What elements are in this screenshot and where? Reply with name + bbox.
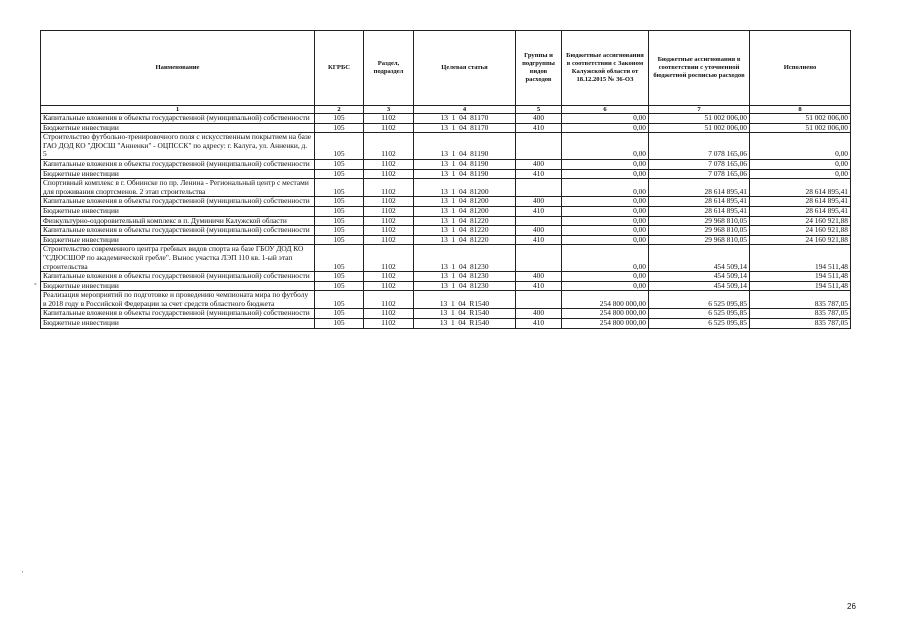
row-target: 13 1 04 81220 (414, 226, 516, 236)
table-row (41, 197, 851, 207)
column-number: 1 (41, 106, 315, 114)
table-row (41, 281, 851, 291)
row-target: 13 1 04 R1540 (414, 291, 516, 309)
row-kgrbs: 105 (315, 291, 364, 309)
row-kgrbs: 105 (315, 197, 364, 207)
row-executed: 0,00 (750, 169, 851, 179)
row-name: Бюджетные инвестиции (41, 206, 315, 216)
row-name: Физкультурно-оздоровительный комплекс в п. Думиничи Калужской области (41, 216, 315, 226)
row-section: 1102 (364, 319, 414, 329)
row-section: 1102 (364, 159, 414, 169)
table-row (41, 226, 851, 236)
row-kgrbs: 105 (315, 169, 364, 179)
row-section: 1102 (364, 235, 414, 245)
table-row (41, 123, 851, 133)
row-group (516, 291, 562, 309)
row-kgrbs: 105 (315, 235, 364, 245)
column-number: 6 (562, 106, 649, 114)
row-law: 0,00 (562, 206, 649, 216)
header-groups: Группы и подгруппы видов расходов (516, 31, 562, 106)
table-row (41, 272, 851, 282)
row-kgrbs: 105 (315, 281, 364, 291)
row-law: 0,00 (562, 272, 649, 282)
row-group: 410 (516, 169, 562, 179)
table-row (41, 309, 851, 319)
table-row (41, 169, 851, 179)
row-kgrbs: 105 (315, 216, 364, 226)
row-name: Бюджетные инвестиции (41, 235, 315, 245)
page-number: 26 (847, 602, 856, 611)
row-section: 1102 (364, 216, 414, 226)
row-name: Бюджетные инвестиции (41, 123, 315, 133)
row-group: 400 (516, 114, 562, 124)
row-kgrbs: 105 (315, 309, 364, 319)
row-refined: 454 509,14 (649, 281, 750, 291)
row-kgrbs: 105 (315, 123, 364, 133)
row-target: 13 1 04 81170 (414, 123, 516, 133)
row-executed: 24 160 921,88 (750, 216, 851, 226)
row-group: 400 (516, 272, 562, 282)
row-law: 0,00 (562, 114, 649, 124)
row-executed: 194 511,48 (750, 245, 851, 272)
row-name: Капитальные вложения в объекты государственной (муниципальной) собственности (41, 197, 315, 207)
table-body (41, 114, 851, 329)
row-executed: 24 160 921,88 (750, 235, 851, 245)
row-target: 13 1 04 81190 (414, 169, 516, 179)
row-target: 13 1 04 R1540 (414, 319, 516, 329)
row-kgrbs: 105 (315, 179, 364, 197)
row-executed: 28 614 895,41 (750, 179, 851, 197)
row-law: 0,00 (562, 216, 649, 226)
row-law: 254 800 000,00 (562, 319, 649, 329)
row-name: Капитальные вложения в объекты государственной (муниципальной) собственности (41, 272, 315, 282)
row-target: 13 1 04 81200 (414, 197, 516, 207)
row-section: 1102 (364, 206, 414, 216)
row-executed: 28 614 895,41 (750, 206, 851, 216)
row-executed: 835 787,05 (750, 291, 851, 309)
row-name: Капитальные вложения в объекты государственной (муниципальной) собственности (41, 226, 315, 236)
row-executed: 51 002 006,00 (750, 114, 851, 124)
row-target: 13 1 04 81200 (414, 206, 516, 216)
row-law: 0,00 (562, 169, 649, 179)
row-name: Реализация мероприятий по подготовке и проведению чемпионата мира по футболу в 2018 году в Российской Федерации за счет средств областного бюджета (41, 291, 315, 309)
row-law: 0,00 (562, 133, 649, 160)
row-executed: 194 511,48 (750, 281, 851, 291)
row-law: 254 800 000,00 (562, 309, 649, 319)
column-number: 7 (649, 106, 750, 114)
table-row (41, 133, 851, 160)
row-name: Капитальные вложения в объекты государственной (муниципальной) собственности (41, 309, 315, 319)
table-row (41, 179, 851, 197)
row-section: 1102 (364, 197, 414, 207)
row-section: 1102 (364, 272, 414, 282)
row-refined: 29 968 810,05 (649, 216, 750, 226)
row-refined: 7 078 165,06 (649, 159, 750, 169)
row-law: 0,00 (562, 159, 649, 169)
row-group (516, 133, 562, 160)
row-refined: 29 968 810,05 (649, 235, 750, 245)
row-kgrbs: 105 (315, 245, 364, 272)
row-target: 13 1 04 81230 (414, 245, 516, 272)
row-target: 13 1 04 81220 (414, 216, 516, 226)
column-number: 4 (414, 106, 516, 114)
row-group: 410 (516, 206, 562, 216)
margin-mark: ' (22, 571, 24, 578)
header-executed: Исполнено (750, 31, 851, 106)
row-kgrbs: 105 (315, 159, 364, 169)
row-kgrbs: 105 (315, 319, 364, 329)
row-section: 1102 (364, 179, 414, 197)
row-kgrbs: 105 (315, 206, 364, 216)
row-refined: 51 002 006,00 (649, 114, 750, 124)
row-name: Бюджетные инвестиции (41, 281, 315, 291)
budget-table (40, 30, 851, 329)
header-name: Наименование (41, 31, 315, 106)
table-row (41, 159, 851, 169)
row-group: 400 (516, 197, 562, 207)
row-refined: 28 614 895,41 (649, 179, 750, 197)
row-executed: 51 002 006,00 (750, 123, 851, 133)
row-law: 0,00 (562, 226, 649, 236)
row-law: 254 800 000,00 (562, 291, 649, 309)
table-row (41, 216, 851, 226)
row-target: 13 1 04 81190 (414, 159, 516, 169)
column-number: 3 (364, 106, 414, 114)
row-section: 1102 (364, 245, 414, 272)
row-target: 13 1 04 81230 (414, 272, 516, 282)
row-group (516, 245, 562, 272)
row-group: 410 (516, 281, 562, 291)
row-section: 1102 (364, 309, 414, 319)
row-target: 13 1 04 81190 (414, 133, 516, 160)
row-executed: 835 787,05 (750, 309, 851, 319)
row-name: Строительство современного центра гребных видов спорта на базе ГБОУ ДОД КО "СДЮСШОР по академической гребле". Вынос участка ЛЭП 110 кв. 1-ый этап строительства (41, 245, 315, 272)
row-name: Строительство футбольно-тренировочного поля с искусственным покрытием на базе ГАО ДОД КО "ДЮСШ "Анненки" - ОЦПССК" по адресу: г. Калуга, ул. Анненки, д. 5 (41, 133, 315, 160)
row-refined: 28 614 895,41 (649, 206, 750, 216)
row-group: 410 (516, 319, 562, 329)
row-name: Бюджетные инвестиции (41, 169, 315, 179)
row-executed: 0,00 (750, 159, 851, 169)
row-executed: 194 511,48 (750, 272, 851, 282)
row-name: Спортивный комплекс в г. Обнинске по пр. Ленина - Региональный центр с местами для проживания спортсменов. 2 этап строительства (41, 179, 315, 197)
row-target: 13 1 04 R1540 (414, 309, 516, 319)
table-row (41, 235, 851, 245)
row-section: 1102 (364, 281, 414, 291)
row-law: 0,00 (562, 197, 649, 207)
header-target: Целевая статья (414, 31, 516, 106)
table-row (41, 319, 851, 329)
table-row (41, 114, 851, 124)
row-refined: 29 968 810,05 (649, 226, 750, 236)
row-target: 13 1 04 81200 (414, 179, 516, 197)
row-name: Бюджетные инвестиции (41, 319, 315, 329)
row-section: 1102 (364, 291, 414, 309)
row-law: 0,00 (562, 179, 649, 197)
table-row (41, 291, 851, 309)
row-section: 1102 (364, 114, 414, 124)
column-number: 5 (516, 106, 562, 114)
column-number-row (41, 106, 851, 114)
row-group: 400 (516, 309, 562, 319)
row-name: Капитальные вложения в объекты государственной (муниципальной) собственности (41, 114, 315, 124)
header-section: Раздел, подраздел (364, 31, 414, 106)
row-kgrbs: 105 (315, 272, 364, 282)
row-target: 13 1 04 81170 (414, 114, 516, 124)
row-refined: 454 509,14 (649, 245, 750, 272)
column-number: 2 (315, 106, 364, 114)
row-section: 1102 (364, 123, 414, 133)
row-executed: 0,00 (750, 133, 851, 160)
table-row (41, 245, 851, 272)
header-law: Бюджетные ассигнования в соответствии с Законом Калужской области от 18.12.2015 № 36-ОЗ (562, 31, 649, 106)
row-executed: 28 614 895,41 (750, 197, 851, 207)
row-refined: 7 078 165,06 (649, 169, 750, 179)
row-refined: 6 525 095,85 (649, 319, 750, 329)
row-refined: 6 525 095,85 (649, 309, 750, 319)
row-group (516, 216, 562, 226)
row-kgrbs: 105 (315, 114, 364, 124)
row-law: 0,00 (562, 245, 649, 272)
row-name: Капитальные вложения в объекты государственной (муниципальной) собственности (41, 159, 315, 169)
row-refined: 7 078 165,06 (649, 133, 750, 160)
row-group (516, 179, 562, 197)
row-executed: 835 787,05 (750, 319, 851, 329)
row-section: 1102 (364, 226, 414, 236)
row-kgrbs: 105 (315, 133, 364, 160)
margin-mark: ° (34, 283, 37, 290)
header-row (41, 31, 851, 106)
header-kgrbs: КГРБС (315, 31, 364, 106)
row-kgrbs: 105 (315, 226, 364, 236)
row-target: 13 1 04 81230 (414, 281, 516, 291)
column-number: 8 (750, 106, 851, 114)
row-refined: 6 525 095,85 (649, 291, 750, 309)
row-target: 13 1 04 81220 (414, 235, 516, 245)
row-section: 1102 (364, 169, 414, 179)
row-refined: 28 614 895,41 (649, 197, 750, 207)
table-row (41, 206, 851, 216)
row-refined: 51 002 006,00 (649, 123, 750, 133)
row-executed: 24 160 921,88 (750, 226, 851, 236)
row-refined: 454 509,14 (649, 272, 750, 282)
header-refined: Бюджетные ассигнования в соответствии с уточненной бюджетной росписью расходов (649, 31, 750, 106)
row-group: 400 (516, 226, 562, 236)
row-law: 0,00 (562, 281, 649, 291)
row-group: 410 (516, 235, 562, 245)
row-law: 0,00 (562, 235, 649, 245)
row-group: 400 (516, 159, 562, 169)
row-group: 410 (516, 123, 562, 133)
row-law: 0,00 (562, 123, 649, 133)
row-section: 1102 (364, 133, 414, 160)
